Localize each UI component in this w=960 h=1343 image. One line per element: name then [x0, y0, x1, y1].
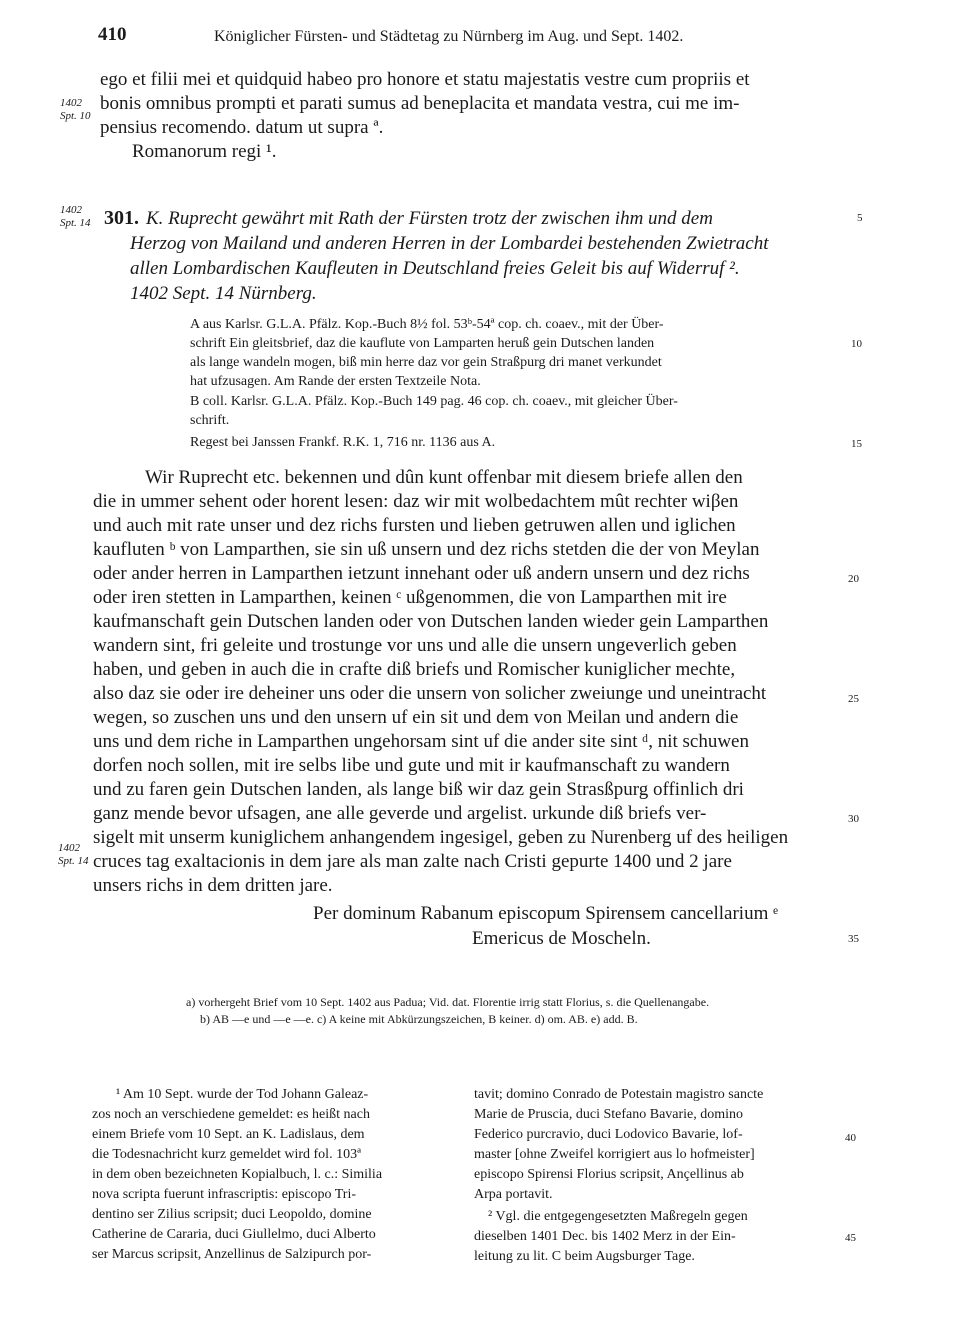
footnote-line: einem Briefe vom 10 Sept. an K. Ladislaus, dem: [92, 1127, 365, 1142]
text-line: und zu faren gein Dutschen landen, als lange biß wir daz gein Strasßpurg offinlich dri: [93, 779, 744, 800]
heading-line: K. Ruprecht gewährt mit Rath der Fürsten trotz der zwischen ihm und dem: [146, 208, 713, 229]
footnotes-left: [92, 1086, 452, 1276]
heading-line: allen Lombardischen Kaufleuten in Deutschland freies Geleit bis auf Widerruf ².: [130, 258, 740, 279]
text-line: ganz mende bevor ufsagen, ane alle geverde und argelist. urkunde diß briefs ver-: [93, 803, 707, 824]
text-line: oder iren stetten in Lamparthen, keinen ᶜ ußgenommen, die von Lamparthen mit ire: [93, 587, 727, 608]
heading-line: 1402 Sept. 14 Nürnberg.: [130, 283, 317, 304]
footnote-line: dieselben 1401 Dec. bis 1402 Merz in der Ein-: [474, 1229, 736, 1244]
footnote-line: tavit; domino Conrado de Potestain magistro sancte: [474, 1087, 764, 1102]
footnote-line: in dem oben bezeichneten Kopialbuch, l. c.: Similia: [92, 1167, 383, 1182]
source-line: Regest bei Janssen Frankf. R.K. 1, 716 nr. 1136 aus A.: [190, 435, 496, 450]
text-line: also daz sie oder ire deheiner uns oder die unsern von solicher zweiunge und uneintracht: [93, 683, 767, 704]
apparatus-line: a) vorhergeht Brief vom 10 Sept. 1402 aus Padua; Vid. dat. Florentie irrig statt Florius, s. die Quellenangabe.: [186, 995, 710, 1009]
margin-date-day: Spt. 14: [60, 217, 91, 229]
document-number: 301.: [104, 207, 139, 229]
footnote-line: Marie de Pruscia, duci Stefano Bavarie, domino: [474, 1107, 744, 1122]
source-line: schrift Ein gleitsbrief, daz die kauflute von Lamparten heruß gein Dutschen landen: [190, 336, 655, 351]
prev-doc-text: [100, 68, 880, 168]
source-notes: [190, 316, 850, 456]
apparatus-line: b) AB —e und —e —e. c) A keine mit Abkürzungszeichen, B keiner. d) om. AB. e) add. B.: [200, 1012, 638, 1026]
text-line: die in ummer sehent oder horent lesen: daz wir mit wolbedachtem mût rechter wiβen: [93, 491, 739, 512]
text-line: sigelt mit unserm kuniglichem anhangendem ingesigel, geben zu Nurenberg uf des heiligen: [93, 827, 789, 848]
text-line: bonis omnibus prompti et parati sumus ad beneplacita et mandata vestra, cui me im-: [100, 93, 740, 114]
line-number: 25: [848, 693, 859, 705]
footnote-line: nova scripta fuerunt infrascriptis: episcopo Tri-: [92, 1187, 357, 1202]
footnote-line: ¹ Am 10 Sept. wurde der Tod Johann Galeaz-: [116, 1087, 369, 1102]
text-line: wegen, so zuschen uns und den unsern uf ein sit und dem von Meilan und andern die: [93, 707, 739, 728]
text-line: wandern sint, fri geleite und trostunge vor uns und alle die unsern ungeverlich geben: [93, 635, 737, 656]
footnote-line: zos noch an verschiedene gemeldet: es heißt nach: [92, 1107, 370, 1122]
text-line: ego et filii mei et quidquid habeo pro honore et statu majestatis vestre cum propriis et: [100, 69, 750, 90]
margin-date-301: [60, 204, 91, 230]
text-line: pensius recomendo. datum ut supra ª.: [100, 117, 384, 138]
text-line: kaufluten ᵇ von Lamparthen, sie sin uß unsern und dez richs stetden die der von Meylan: [93, 539, 760, 560]
text-line: dorfen noch sollen, mit ire selbs libe und gute und mit ir kaufmanschaft zu wandern: [93, 755, 730, 776]
footnote-line: die Todesnachricht kurz gemeldet wird fol. 103ª: [92, 1147, 361, 1162]
document-text: [93, 466, 853, 906]
closing-line-1: Per dominum Rabanum episcopum Spirensem cancellarium ᵉ: [313, 903, 778, 924]
margin-date-year: 1402: [60, 204, 82, 216]
text-line: unsers richs in dem dritten jare.: [93, 875, 333, 896]
document-heading: [130, 207, 860, 307]
margin-date-year: 1402: [58, 842, 80, 854]
page-number: 410: [98, 24, 127, 45]
footnote-line: Federico purcravio, duci Lodovico Bavarie, lof-: [474, 1127, 743, 1142]
text-line: cruces tag exaltacionis in dem jare als man zalte nach Cristi gepurte 1400 und 2 jare: [93, 851, 732, 872]
line-number: 35: [848, 933, 859, 945]
footnote-line: episcopo Spirensi Florius scripsit, Ançellinus ab: [474, 1167, 744, 1182]
heading-line: Herzog von Mailand und anderen Herren in der Lombardei bestehenden Zwietracht: [130, 233, 769, 254]
footnote-line: Arpa portavit.: [474, 1187, 553, 1202]
line-number: 20: [848, 573, 859, 585]
text-line: kaufmanschaft gein Dutschen landen oder von Dutschen landen wieder gein Lamparthen: [93, 611, 769, 632]
source-line: schrift.: [190, 413, 230, 428]
line-number: 30: [848, 813, 859, 825]
closing-line-2: Emericus de Moscheln.: [472, 928, 651, 949]
margin-date-text: [58, 842, 89, 868]
footnote-line: dentino ser Zilius scripsit; duci Leopoldo, domine: [92, 1207, 372, 1222]
line-number: 10: [851, 338, 862, 350]
footnotes-right: [474, 1086, 844, 1276]
text-line: und auch mit rate unser und dez richs fursten und lieben getruwen allen und iglichen: [93, 515, 736, 536]
text-line: Romanorum regi ¹.: [132, 141, 277, 162]
margin-date-day: Spt. 10: [60, 110, 91, 122]
footnote-line: ser Marcus scripsit, Anzellinus de Salzipurch por-: [92, 1247, 372, 1262]
running-title: Königlicher Fürsten- und Städtetag zu Nürnberg im Aug. und Sept. 1402.: [214, 28, 684, 45]
source-line: hat ufzusagen. Am Rande der ersten Textzeile Nota.: [190, 374, 481, 389]
text-line: haben, und geben in auch die in crafte diß briefs und Romischer kuniglicher mechte,: [93, 659, 736, 680]
critical-apparatus: [186, 994, 846, 1034]
source-line: B coll. Karlsr. G.L.A. Pfälz. Kop.-Buch 149 pag. 46 cop. ch. coaev., mit gleicher Über-: [190, 394, 678, 409]
text-line: Wir Ruprecht etc. bekennen und dûn kunt offenbar mit diesem briefe allen den: [145, 467, 743, 488]
line-number: 45: [845, 1232, 856, 1244]
source-line: als lange wandeln mogen, biß min herre daz vor gein Straßpurg dri manet verkundet: [190, 355, 662, 370]
margin-date-day: Spt. 14: [58, 855, 89, 867]
footnote-line: ² Vgl. die entgegengesetzten Maßregeln gegen: [488, 1209, 748, 1224]
line-number: 5: [857, 212, 863, 224]
text-line: uns und dem riche in Lamparthen ungehorsam sint uf die ander site sint ᵈ, nit schuwen: [93, 731, 749, 752]
footnote-line: leitung zu lit. C beim Augsburger Tage.: [474, 1249, 695, 1264]
text-line: oder ander herren in Lamparthen ietzunt innehant oder uß andern unsern und dez richs: [93, 563, 750, 584]
line-number: 15: [851, 438, 862, 450]
source-line: A aus Karlsr. G.L.A. Pfälz. Kop.-Buch 8½ fol. 53ᵇ-54ª cop. ch. coaev., mit der Über-: [190, 317, 664, 332]
footnote-line: master [ohne Zweifel korrigiert aus lo hofmeister]: [474, 1147, 755, 1162]
margin-date-year: 1402: [60, 97, 82, 109]
footnote-line: Catherine de Cararia, duci Giullelmo, duci Alberto: [92, 1227, 376, 1242]
margin-date-prev: [60, 97, 91, 123]
line-number: 40: [845, 1132, 856, 1144]
